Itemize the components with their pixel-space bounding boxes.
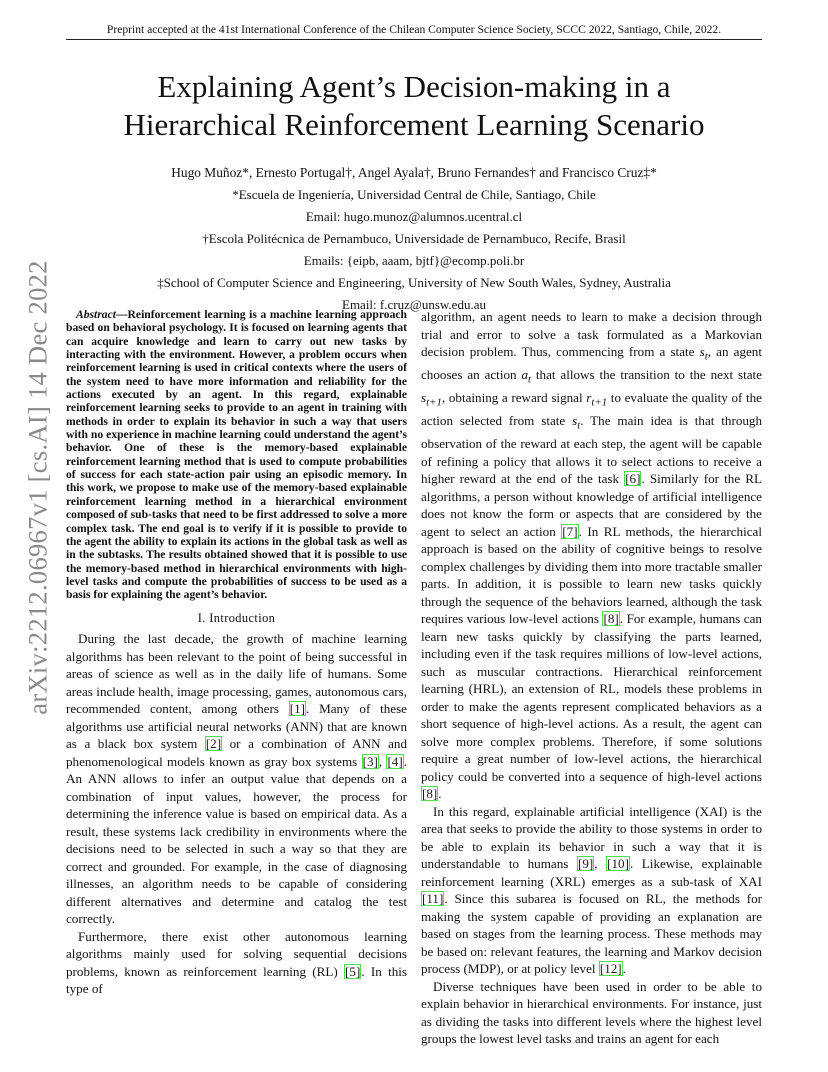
citation-link[interactable]: [9] xyxy=(577,856,594,872)
title-line-2: Hierarchical Reinforcement Learning Scenario xyxy=(123,107,705,142)
affiliation-2-email: Emails: {eipb, aaam, bjtf}@ecomp.poli.br xyxy=(303,253,525,268)
affiliation-1: *Escuela de Ingeniería, Universidad Central de Chile, Santiago, Chile xyxy=(232,187,596,202)
section-heading-introduction: I. Introduction xyxy=(197,610,276,625)
author-block xyxy=(66,162,762,316)
math-a-t: $a_t$ xyxy=(521,367,532,386)
math-s-t: $s_t$ xyxy=(699,344,708,363)
intro-paragraph-2: Furthermore, there exist other autonomous learning algorithms mainly used for solving sequential decisions problems, known as reinforcement learning (RL) [5]. In this type of xyxy=(66,928,407,997)
paper-title xyxy=(66,68,762,144)
citation-link[interactable]: [5] xyxy=(345,963,361,979)
intro-paragraph-3: algorithm, an agent needs to learn to make a decision through trial and error to solve a task formulated as a Markovian decision problem. Thus, commencing from a state $s_t$, an agent chooses an action $a_t$ that allows the transition to the next state $s_{t+1}$, obtaining a reward signal $r_{t+1}$ to evaluate the quality of the action selected from state $s_t$. The main idea is that through observation of the reward at each step, the agent will be capable of refining a policy that allows it to select actions to receive a higher reward at the end of the task [6]. Similarly for the RL algorithms, a person without knowledge of artificial intelligence does not know the form or aspects that are considered by the agent to select an action [7]. In RL methods, the hierarchical approach is based on the ability of cognitive beings to resolve complex challenges by dividing them into more tractable smaller parts. In addition, it is possible to learn new tasks quickly through the sequence of the behaviors learned, although the task requires various low-level actions [8]. For example, humans can learn new tasks quickly by classifying the parts learned, including even if the task requires millions of low-level actions, such as muscular contractions. Hierarchical reinforcement learning (HRL), an extension of RL, models these problems in order to make the agents represent complicated behaviors as a short sequence of high-level actions. As a result, the agent can solve more complex problems. Therefore, if some solutions require a great number of low-level actions, the hierarchical policy could be converted into a sequence of high-level actions [8]. xyxy=(421,309,763,802)
citation-link[interactable]: [4] xyxy=(387,753,403,769)
left-column xyxy=(66,308,407,998)
intro-paragraph-1: During the last decade, the growth of machine learning algorithms has been relevant to the point of being successful in areas of science as well as in the daily life of humans. Some areas include health, image processing, games, autonomous cars, recommended content, among others [1]. Many of these algorithms use artificial neural networks (ANN) that are known as a black box system [2] or a combination of ANN and phenomenological models known as gray box systems [3], [4]. An ANN allows to infer an output value that depends on a combination of input values, however, the process for determining the inference value is based on empirical data. As a result, these systems lack credibility in environments where the decisions need to be selected in such a way so that they are correct and grounded. For example, in the case of diagnosing illnesses, an algorithm needs to be capable of considering different alternatives and determine and catalog the test correctly. xyxy=(66,631,407,927)
citation-link[interactable]: [6] xyxy=(625,471,641,487)
citation-link[interactable]: [1] xyxy=(289,701,306,717)
intro-paragraph-4: In this regard, explainable artificial intelligence (XAI) is the area that seeks to provide the ability to those systems in order to be able to explain its behavior in such a way that it is understandable to humans [9], [10]. Likewise, explainable reinforcement learning (XRL) emerges as a sub-task of XAI [11]. Since this subarea is focused on RL, the methods for making the system capable of providing an explanation are based on stages from the learning process. These methods may be based on: relevant features, the learning and Markov decision process (MDP), or at policy level [12]. xyxy=(421,803,763,977)
right-column xyxy=(421,308,762,1048)
math-s-t-2: $s_t$ xyxy=(572,413,581,432)
citation-link[interactable]: [11] xyxy=(422,891,444,907)
math-s-t-plus-1: $s_{t+1}$ xyxy=(421,390,442,409)
citation-link[interactable]: [10] xyxy=(607,856,629,872)
affiliation-3: ‡School of Computer Science and Engineering, University of New South Wales, Sydney, Australia xyxy=(157,275,671,290)
author-names: Hugo Muñoz*, Ernesto Portugal†, Angel Ayala†, Bruno Fernandes† and Francisco Cruz‡* xyxy=(171,165,657,180)
title-line-1: Explaining Agent’s Decision-making in a xyxy=(157,69,671,104)
preprint-note: Preprint accepted at the 41st International Conference of the Chilean Computer Science Society, SCCC 2022, Santiago, Chile, 2022. xyxy=(106,23,722,36)
arxiv-stamp xyxy=(22,259,53,715)
affiliation-3-email: Email: f.cruz@unsw.edu.au xyxy=(342,297,486,312)
intro-paragraph-5: Diverse techniques have been used in order to be able to explain behavior in hierarchical environments. For instance, just as dividing the tasks into different levels where the highest level groups the lowest level tasks and trains an agent for each xyxy=(421,978,762,1047)
header-rule xyxy=(66,39,762,40)
citation-link[interactable]: [7] xyxy=(562,523,578,539)
citation-link[interactable]: [2] xyxy=(205,736,222,752)
affiliation-2: †Escola Politécnica de Pernambuco, Universidade de Pernambuco, Recife, Brasil xyxy=(202,231,626,246)
affiliation-1-email: Email: hugo.munoz@alumnos.ucentral.cl xyxy=(305,209,523,224)
math-r-t-plus-1: $r_{t+1}$ xyxy=(586,390,608,409)
citation-link[interactable]: [3] xyxy=(362,753,378,769)
citation-link[interactable]: [12] xyxy=(599,961,622,977)
abstract-lead: Abstract xyxy=(76,308,116,321)
abstract xyxy=(66,308,407,602)
abstract-text: —Reinforcement learning is a machine learning approach based on behavioral psychology. It is focused on learning agents that can acquire knowledge and learn to carry out new tasks by interacting with the environment. However, a problem occurs when reinforcement learning is used in critical contexts where the users of the system need to have more information and reliability for the actions executed by an agent. In this regard, explainable reinforcement learning seeks to provide to an agent in training with methods in order to explain its behavior in such a way that users with no experience in machine learning could understand the agent’s behavior. One of these is the memory-based explainable reinforcement learning method that is used to compute probabilities of success for each state-action pair using an episodic memory. In this work, we propose to make use of the memory-based explainable reinforcement learning method in a hierarchical environment composed of sub-tasks that need to be first addressed to solve a more complex task. The end goal is to verify if it is possible to provide to the agent the ability to explain its actions in the global task as well as in the subtasks. The results obtained showed that it is possible to use the memory-based method in hierarchical environments with high-level tasks and compute the probabilities of success to be used as a basis for explaining the agent’s behavior. xyxy=(66,308,407,602)
citation-link[interactable]: [8] xyxy=(422,786,438,802)
citation-link[interactable]: [8] xyxy=(603,611,619,627)
arxiv-id: arXiv:2212.06967v1 [cs.AI] 14 Dec 2022 xyxy=(22,259,53,715)
